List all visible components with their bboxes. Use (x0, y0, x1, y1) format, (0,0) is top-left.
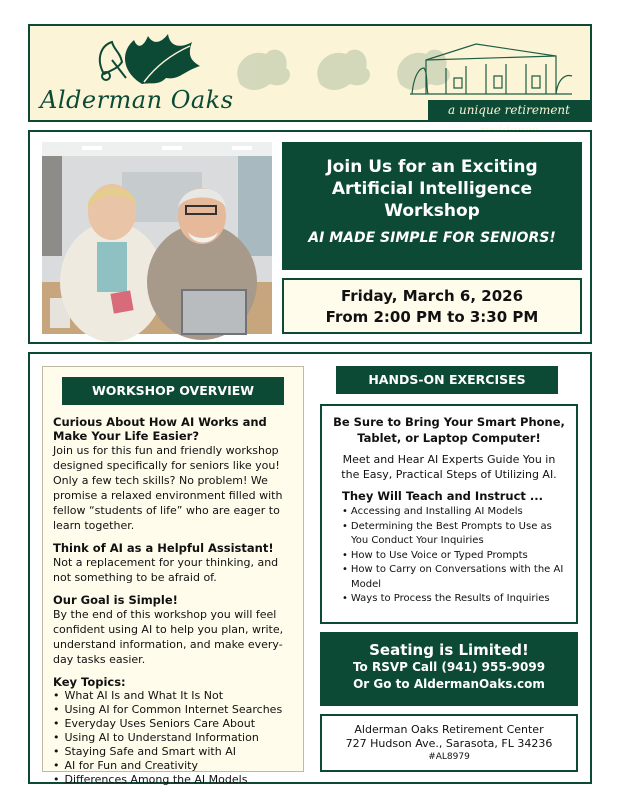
overview-p3-text: By the end of this workshop you will feel confident using AI to help you plan, write, understand information, and make every-day tasks easier. (53, 608, 284, 666)
list-item: • Differences Among the AI Models (53, 773, 293, 787)
logo-wordmark: Alderman Oaks (40, 86, 234, 114)
list-item: • How to Use Voice or Typed Prompts (342, 549, 566, 564)
bring-device-note: Be Sure to Bring Your Smart Phone, Tablet, or Laptop Computer! (333, 415, 565, 445)
oak-leaf-logo-icon (82, 32, 202, 90)
exercises-heading: HANDS-ON EXERCISES (336, 366, 558, 394)
center-name: Alderman Oaks Retirement Center (354, 723, 544, 736)
rsvp-box (320, 632, 578, 706)
exercises-box (320, 404, 578, 624)
building-illustration-icon (406, 34, 576, 100)
street-address: 727 Hudson Ave., Sarasota, FL 34236 (345, 737, 553, 750)
overview-heading: WORKSHOP OVERVIEW (62, 377, 284, 405)
workshop-overview-panel (42, 366, 304, 786)
flyer-code: #AL8979 (428, 752, 470, 762)
workshop-subtitle: AI MADE SIMPLE FOR SENIORS! (308, 230, 556, 246)
key-topics-list (53, 689, 293, 787)
list-item: • Using AI to Understand Information (53, 731, 293, 745)
list-item: • Using AI for Common Internet Searches (53, 703, 293, 717)
list-item: • Everyday Uses Seniors Care About (53, 717, 293, 731)
event-time: From 2:00 PM to 3:30 PM (325, 308, 539, 326)
workshop-title: Join Us for an Exciting Artificial Intelligence Workshop (326, 157, 538, 221)
seating-limited-title: Seating is Limited! (369, 641, 529, 659)
date-box (282, 278, 582, 334)
list-item: • AI for Fun and Creativity (53, 759, 293, 773)
teach-heading: They Will Teach and Instruct ... (342, 489, 544, 503)
list-item: • Determining the Best Prompts to Use as You Conduct Your Inquiries (342, 520, 566, 549)
list-item: • How to Carry on Conversations with the AI Model (342, 563, 566, 592)
rsvp-website: Or Go to AldermanOaks.com (353, 677, 545, 691)
overview-p1-heading: Curious About How AI Works and Make Your Life Easier? (53, 415, 267, 443)
list-item: • Ways to Process the Results of Inquiries (342, 592, 566, 607)
seniors-with-devices-photo (42, 142, 272, 334)
details-section (28, 352, 592, 784)
teach-list (342, 505, 566, 607)
list-item: • Accessing and Installing AI Models (342, 505, 566, 520)
overview-p3-heading: Our Goal is Simple! (53, 593, 178, 607)
overview-p2-text: Not a replacement for your thinking, and not something to be afraid of. (53, 556, 279, 584)
experts-note: Meet and Hear AI Experts Guide You in the Easy, Practical Steps of Utilizing AI. (341, 453, 557, 481)
workshop-title-box (282, 142, 582, 270)
overview-p1-text: Join us for this fun and friendly workshop designed specifically for seniors like you! Only a few tech skills? No problem! We promise a relaxed environment filled with fellow “students of life” who are eager to learn together. (53, 444, 283, 532)
rsvp-phone: To RSVP Call (941) 955-9099 (352, 660, 546, 674)
key-topics-heading: Key Topics: (53, 675, 126, 689)
list-item: • What AI Is and What It Is Not (53, 689, 293, 703)
event-date: Friday, March 6, 2026 (340, 287, 524, 305)
tagline: a unique retirement (428, 100, 590, 120)
address-box (320, 714, 578, 772)
list-item: • Staying Safe and Smart with AI (53, 745, 293, 759)
overview-p2-heading: Think of AI as a Helpful Assistant! (53, 541, 274, 555)
event-banner (28, 130, 592, 344)
header-banner (28, 24, 592, 122)
